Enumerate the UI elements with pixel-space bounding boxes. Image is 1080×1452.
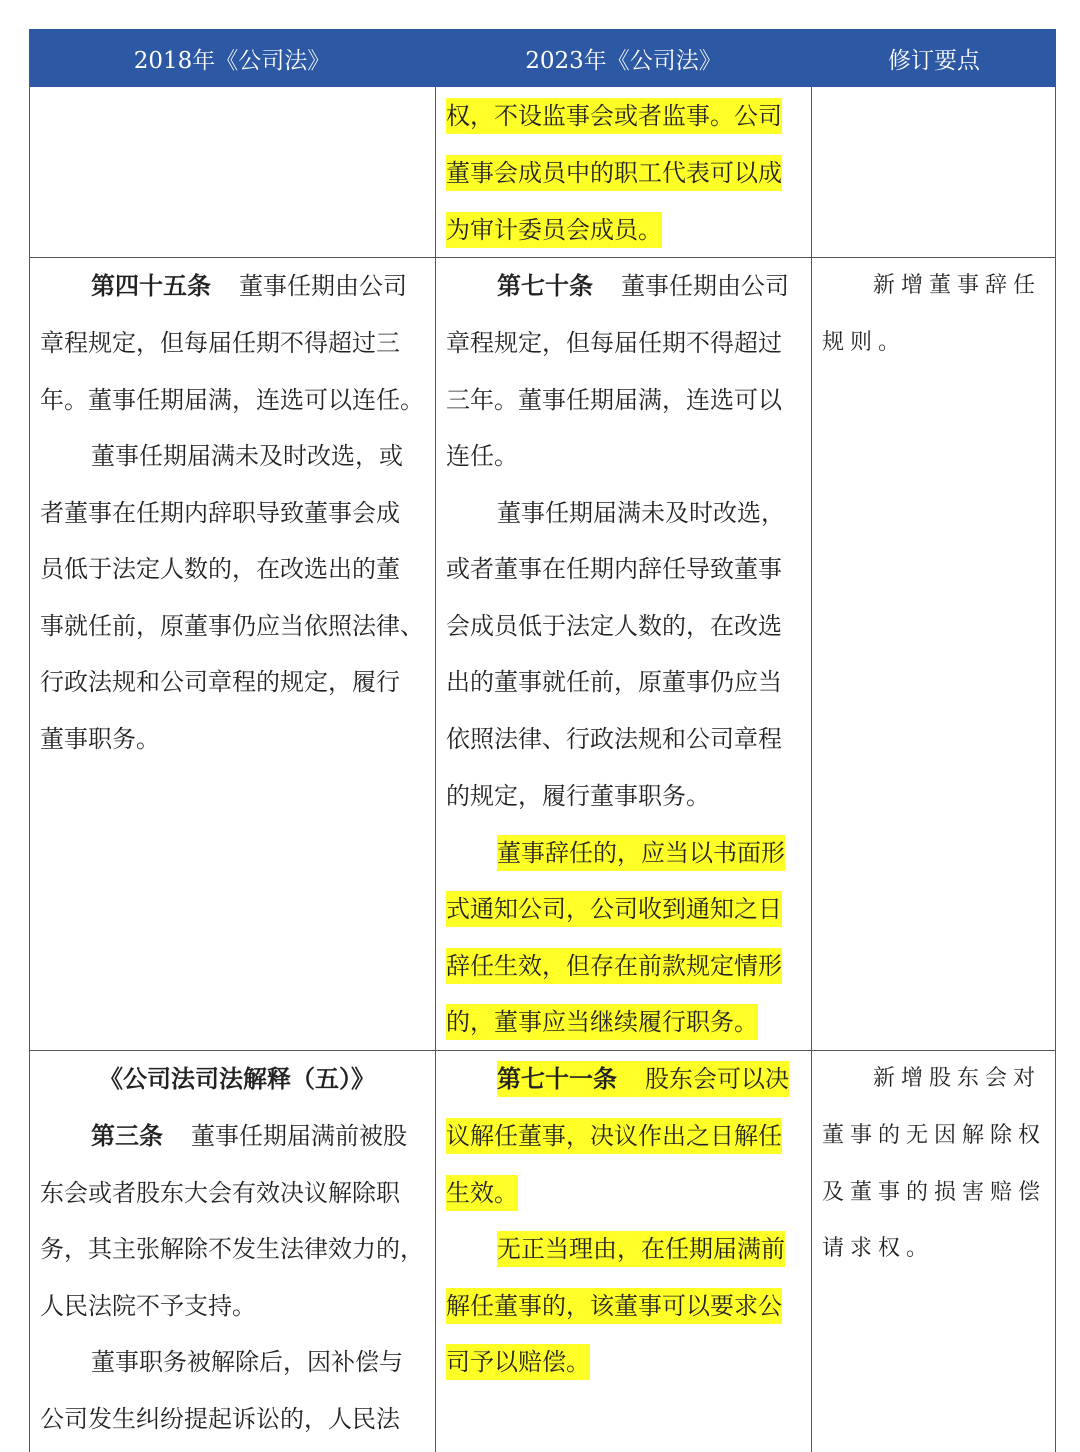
revision-note: 新增股东会对 <box>873 1066 1042 1091</box>
article-number: 第七十条 <box>497 271 593 300</box>
clause-text: 董事任期由公司 <box>621 272 789 300</box>
clause-text: 依照法律、行政法规和公司章程 <box>446 725 782 753</box>
article-number: 第四十五条 <box>91 271 211 300</box>
header-2018-law: 2018年《公司法》 <box>29 29 435 87</box>
grid-line <box>435 29 436 1452</box>
clause-text: 公司发生纠纷提起诉讼的，人民法 <box>40 1405 400 1433</box>
grid-line <box>1055 29 1056 1452</box>
revision-note: 规则。 <box>822 330 907 355</box>
clause-text: 章程规定，但每届任期不得超过 <box>446 329 782 357</box>
highlighted-text: 为审计委员会成员。 <box>446 212 662 248</box>
clause-text: 董事任期届满前被股 <box>191 1122 407 1150</box>
clause-text: 董事职务被解除后，因补偿与 <box>91 1348 403 1376</box>
highlighted-text: 的，董事应当继续履行职务。 <box>446 1004 758 1040</box>
clause-text: 事就任前，原董事仍应当依照法律、 <box>40 612 424 640</box>
clause-text: 年。董事任期届满，连选可以连任。 <box>40 386 424 414</box>
clause-text: 董事职务。 <box>40 725 160 753</box>
clause-text: 员低于法定人数的，在改选出的董 <box>40 555 400 583</box>
revision-note: 请求权。 <box>822 1236 935 1261</box>
clause-text: 者董事在任期内辞职导致董事会成 <box>40 499 400 527</box>
clause-text: 出的董事就任前，原董事仍应当 <box>446 668 782 696</box>
source-title: 《公司法司法解释（五）》 <box>99 1064 375 1093</box>
highlighted-text: 司予以赔偿。 <box>446 1344 590 1380</box>
grid-line <box>811 29 812 1452</box>
header-2023-law: 2023年《公司法》 <box>436 29 811 87</box>
comparison-table <box>29 29 1056 1452</box>
revision-note: 及董事的损害赔偿 <box>822 1180 1047 1205</box>
highlighted-text: 董事辞任的，应当以书面形 <box>497 835 785 871</box>
highlighted-text: 辞任生效，但存在前款规定情形 <box>446 948 782 984</box>
clause-text: 董事任期届满未及时改选，或 <box>91 442 403 470</box>
clause-text: 会成员低于法定人数的，在改选 <box>446 612 782 640</box>
article-number: 第三条 <box>91 1121 163 1150</box>
clause-text: 行政法规和公司章程的规定，履行 <box>40 668 400 696</box>
highlighted-text: 无正当理由，在任期届满前 <box>497 1231 785 1267</box>
grid-line <box>29 29 30 1452</box>
header-revision-points: 修订要点 <box>812 29 1056 87</box>
clause-text: 或者董事在任期内辞任导致董事 <box>446 555 782 583</box>
clause-text: 董事任期届满未及时改选， <box>497 499 785 527</box>
clause-text: 人民法院不予支持。 <box>40 1292 256 1320</box>
clause-text: 的规定，履行董事职务。 <box>446 782 710 810</box>
highlighted-text: 式通知公司，公司收到通知之日 <box>446 891 782 927</box>
revision-note: 新增董事辞任 <box>873 273 1042 298</box>
highlighted-text: 董事会成员中的职工代表可以成 <box>446 155 782 191</box>
clause-text: 务，其主张解除不发生法律效力的， <box>40 1235 424 1263</box>
article-number: 第七十一条 <box>497 1064 617 1093</box>
clause-text: 连任。 <box>446 442 518 470</box>
highlighted-text: 议解任董事，决议作出之日解任 <box>446 1118 782 1154</box>
highlighted-text: 权，不设监事会或者监事。公司 <box>446 98 782 134</box>
clause-text: 三年。董事任期届满，连选可以 <box>446 386 782 414</box>
clause-text: 董事任期由公司 <box>239 272 407 300</box>
highlighted-text: 股东会可以决 <box>645 1065 789 1093</box>
clause-text: 章程规定，但每届任期不得超过三 <box>40 329 400 357</box>
revision-note: 董事的无因解除权 <box>822 1123 1047 1148</box>
highlighted-text: 生效。 <box>446 1175 518 1211</box>
highlighted-text: 解任董事的，该董事可以要求公 <box>446 1288 782 1324</box>
clause-text: 东会或者股东大会有效决议解除职 <box>40 1179 400 1207</box>
